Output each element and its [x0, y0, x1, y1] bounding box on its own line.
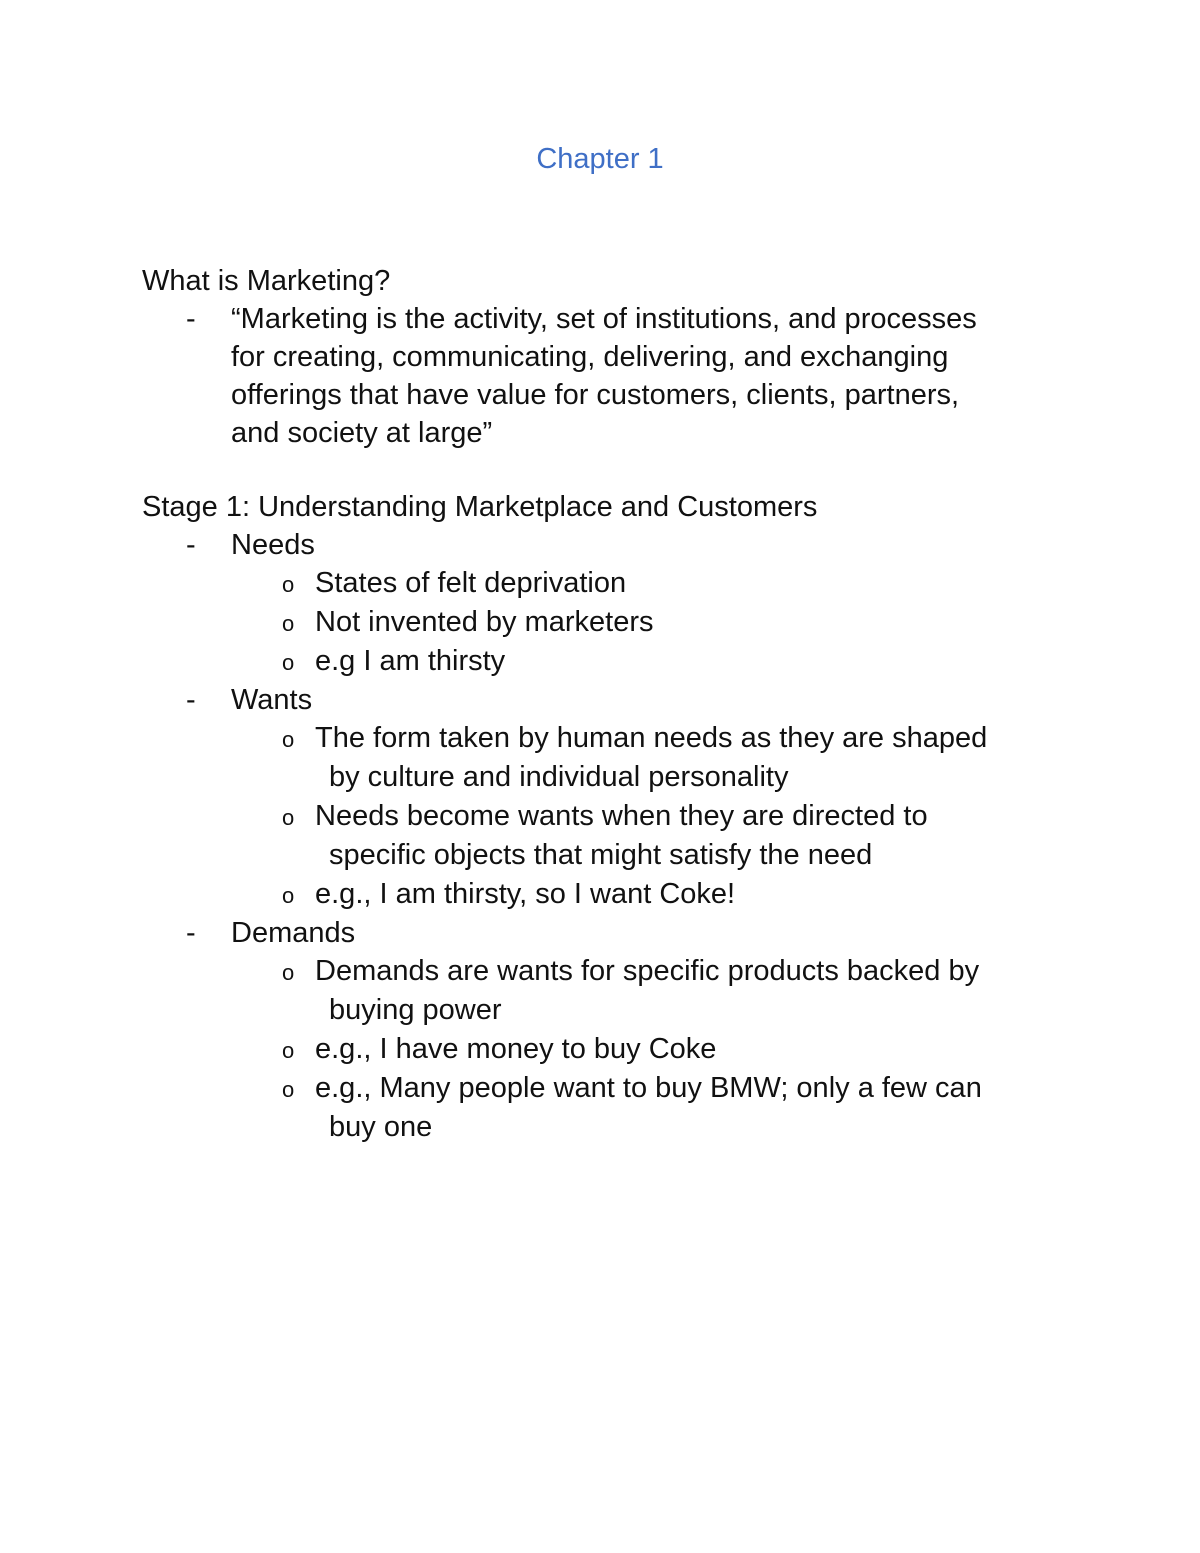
circle-bullet-icon: o	[282, 960, 295, 985]
sub-item-line: e.g., Many people want to buy BMW; only a few can	[315, 1072, 982, 1104]
sub-list	[142, 564, 1072, 681]
list-item-needs	[142, 526, 1072, 564]
sub-list-item	[142, 603, 1072, 642]
sub-item-line: The form taken by human needs as they are shaped	[315, 722, 988, 754]
circle-bullet-icon: o	[282, 1077, 295, 1102]
list-item-label: Wants	[231, 684, 313, 716]
sub-list-item	[142, 642, 1072, 681]
sub-item-text	[315, 952, 1072, 1030]
list-item-label: Needs	[231, 529, 315, 561]
dash-bullet: -	[186, 684, 196, 716]
sub-item-text	[315, 719, 1072, 797]
circle-bullet-icon: o	[282, 883, 295, 908]
section-stage-1	[142, 488, 1072, 1147]
circle-bullet-icon: o	[282, 611, 295, 636]
circle-bullet-icon: o	[282, 650, 295, 675]
sub-item-line: buying power	[329, 994, 502, 1026]
sub-item-text	[315, 1069, 1072, 1147]
definition-line: “Marketing is the activity, set of institutions, and processes	[231, 303, 977, 335]
sub-list-item	[142, 1030, 1072, 1069]
sub-list-item	[142, 952, 1072, 1030]
dash-bullet: -	[186, 303, 196, 335]
sub-item-line: specific objects that might satisfy the need	[329, 839, 873, 871]
sub-item-text: Not invented by marketers	[315, 606, 654, 638]
definition-line: offerings that have value for customers, clients, partners,	[231, 379, 960, 411]
dash-bullet: -	[186, 529, 196, 561]
sub-item-text: e.g., I am thirsty, so I want Coke!	[315, 878, 736, 910]
section-what-is-marketing	[142, 262, 1072, 452]
document-body	[142, 262, 1072, 1147]
sub-list	[142, 952, 1072, 1147]
sub-item-line: by culture and individual personality	[329, 761, 789, 793]
page-title: Chapter 1	[536, 143, 664, 175]
sub-item-line: Needs become wants when they are directed to	[315, 800, 928, 832]
sub-list-item	[142, 797, 1072, 875]
section-heading: What is Marketing?	[142, 265, 391, 297]
sub-list-item	[142, 875, 1072, 914]
sub-list-item	[142, 1069, 1072, 1147]
definition-line: for creating, communicating, delivering, and exchanging	[231, 341, 949, 373]
circle-bullet-icon: o	[282, 572, 295, 597]
definition-line: and society at large”	[231, 417, 493, 449]
sub-item-line: Demands are wants for specific products backed by	[315, 955, 980, 987]
list-item-wants	[142, 681, 1072, 719]
sub-item-text: States of felt deprivation	[315, 567, 627, 599]
list-item-label: Demands	[231, 917, 356, 949]
sub-item-text: e.g I am thirsty	[315, 645, 506, 677]
circle-bullet-icon: o	[282, 1038, 295, 1063]
sub-list-item	[142, 719, 1072, 797]
circle-bullet-icon: o	[282, 727, 295, 752]
dash-bullet: -	[186, 917, 196, 949]
sub-item-text: e.g., I have money to buy Coke	[315, 1033, 717, 1065]
list-item	[142, 300, 1072, 452]
circle-bullet-icon: o	[282, 805, 295, 830]
section-heading: Stage 1: Understanding Marketplace and Customers	[142, 491, 818, 523]
spacer	[142, 452, 1072, 488]
sub-item-text	[315, 797, 1072, 875]
sub-list	[142, 719, 1072, 914]
sub-item-line: buy one	[329, 1111, 433, 1143]
sub-list-item	[142, 564, 1072, 603]
list-item-demands	[142, 914, 1072, 952]
